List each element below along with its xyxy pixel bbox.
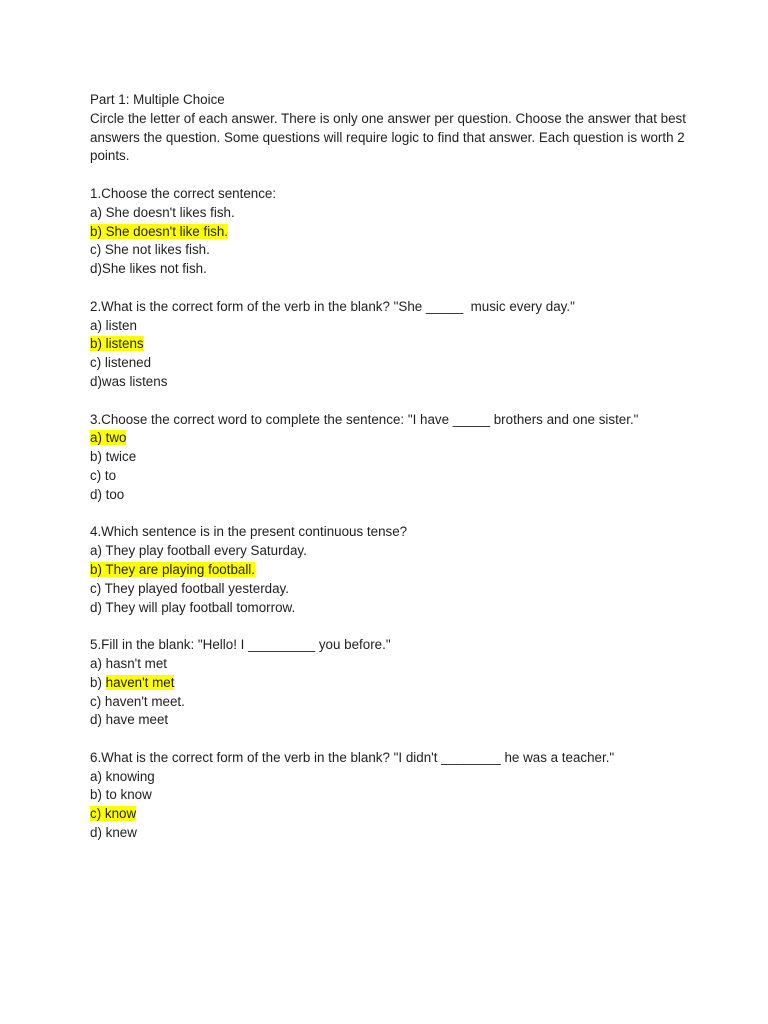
option-a[interactable]	[90, 542, 690, 561]
option-c[interactable]	[90, 354, 690, 373]
option-text: d)was listens	[90, 373, 168, 389]
option-text: a) knowing	[90, 768, 155, 784]
question-2	[90, 298, 690, 392]
question-3	[90, 411, 690, 505]
option-text: a) listen	[90, 317, 137, 333]
option-text: d) They will play football tomorrow.	[90, 599, 296, 615]
question-prompt: 4.Which sentence is in the present continuous tense?	[90, 524, 408, 540]
option-text: b) to know	[90, 787, 152, 803]
option-b[interactable]	[90, 448, 690, 467]
instructions-text: Circle the letter of each answer. There is only one answer per question. Choose the answer that best answers the question. Some questions will require logic to find that answer. Each question is worth 2 points.	[90, 110, 686, 164]
option-b[interactable]	[90, 786, 690, 805]
highlighted-answer: b) They are playing football.	[90, 561, 256, 577]
option-prefix: b)	[90, 674, 106, 690]
question-prompt: 6.What is the correct form of the verb in the blank? "I didn't ________ he was a teacher."	[90, 749, 615, 765]
option-a[interactable]	[90, 655, 690, 674]
option-text: a) She doesn't likes fish.	[90, 204, 235, 220]
option-a[interactable]	[90, 204, 690, 223]
option-text: a) They play football every Saturday.	[90, 543, 307, 559]
highlighted-answer: b) She doesn't like fish.	[90, 223, 229, 239]
worksheet-page	[90, 91, 690, 843]
option-a[interactable]	[90, 317, 690, 336]
option-d[interactable]	[90, 711, 690, 730]
section-heading: Part 1: Multiple Choice	[90, 92, 225, 107]
option-d[interactable]	[90, 373, 690, 392]
question-prompt: 2.What is the correct form of the verb in the blank? "She _____ music every day."	[90, 298, 575, 314]
option-c[interactable]	[90, 467, 690, 486]
option-text: a) hasn't met	[90, 655, 167, 671]
option-d[interactable]	[90, 486, 690, 505]
option-text: b) twice	[90, 449, 137, 465]
option-b[interactable]	[90, 561, 690, 580]
option-c[interactable]	[90, 580, 690, 599]
option-d[interactable]	[90, 599, 690, 618]
option-text: d) have meet	[90, 712, 169, 728]
highlighted-answer: c) know	[90, 806, 137, 822]
option-text: c) She not likes fish.	[90, 242, 210, 258]
option-b[interactable]	[90, 223, 690, 242]
option-c[interactable]	[90, 693, 690, 712]
question-5	[90, 636, 690, 730]
option-d[interactable]	[90, 260, 690, 279]
question-prompt: 1.Choose the correct sentence:	[90, 185, 277, 201]
option-c[interactable]	[90, 805, 690, 824]
question-6	[90, 749, 690, 843]
option-b[interactable]	[90, 335, 690, 354]
highlighted-answer: haven't met	[105, 674, 175, 690]
highlighted-answer: b) listens	[90, 336, 144, 352]
option-text: c) haven't meet.	[90, 693, 185, 709]
option-text: d) knew	[90, 825, 137, 841]
option-text: d)She likes not fish.	[90, 261, 207, 277]
option-text: c) They played football yesterday.	[90, 580, 289, 596]
option-d[interactable]	[90, 824, 690, 843]
question-1	[90, 185, 690, 279]
option-text: c) listened	[90, 355, 152, 371]
option-text: c) to	[90, 467, 117, 483]
question-4	[90, 523, 690, 617]
question-prompt: 5.Fill in the blank: "Hello! I _________ you before."	[90, 637, 391, 653]
option-b[interactable]	[90, 674, 690, 693]
question-prompt: 3.Choose the correct word to complete the sentence: "I have _____ brothers and one sister."	[90, 411, 639, 427]
option-c[interactable]	[90, 241, 690, 260]
option-a[interactable]	[90, 768, 690, 787]
option-a[interactable]	[90, 429, 690, 448]
option-text: d) too	[90, 486, 125, 502]
highlighted-answer: a) two	[90, 430, 127, 446]
